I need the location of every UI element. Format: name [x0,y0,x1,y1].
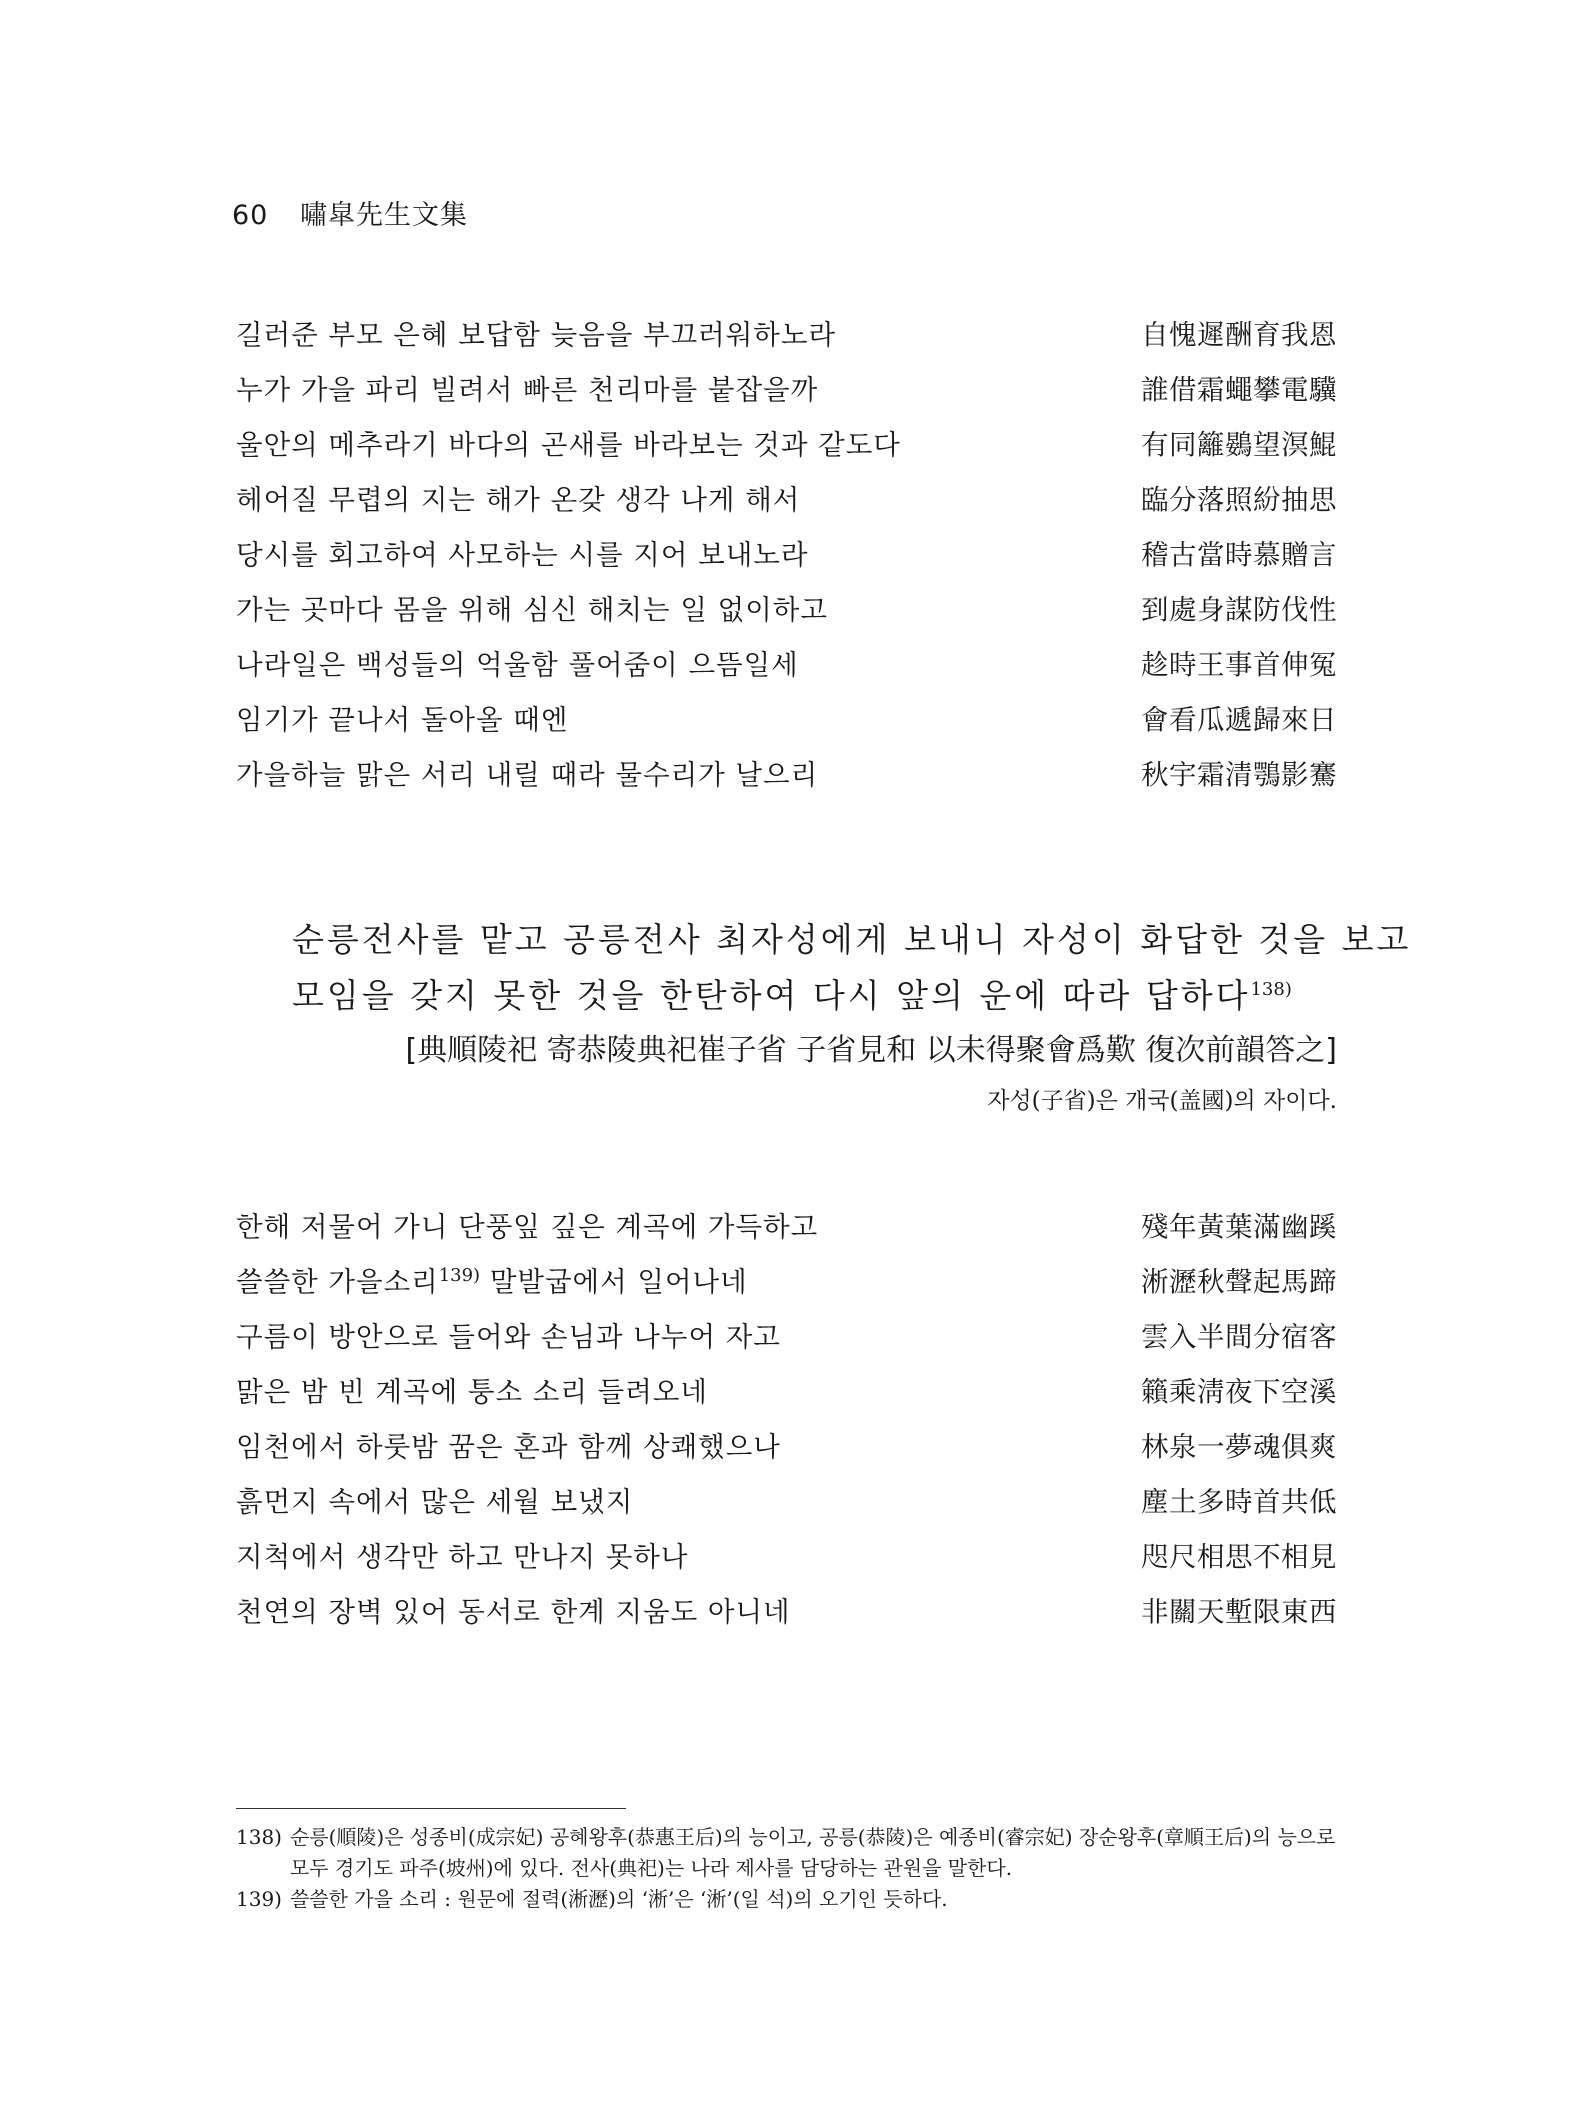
footnote [236,1822,1337,1884]
poem-line [236,418,1337,473]
footnote [236,1884,1337,1915]
chinese-verse: 自愧遲酬育我恩 [1141,319,1337,351]
chinese-verse: 塵土多時首共低 [1141,1486,1337,1518]
title-chinese: [典順陵祀 寄恭陵典祀崔子省 子省見和 以未得聚會爲歎 復次前韻答之] [405,1033,1337,1068]
korean-verse: 가는 곳마다 몸을 위해 심신 해치는 일 없이하고 [236,594,828,626]
poem-line [236,308,1337,363]
chinese-verse: 雲入半間分宿客 [1141,1321,1337,1353]
chinese-verse: 非關天塹限東西 [1141,1596,1337,1628]
chinese-verse: 殘年黃葉滿幽蹊 [1141,1211,1337,1243]
chinese-verse: 林泉一夢魂俱爽 [1141,1431,1337,1463]
footnote-number: 138) [236,1825,282,1849]
footnote-text: 쓸쓸한 가을 소리 : 원문에 절력(淅瀝)의 ‘淅’은 ‘淅’(일 석)의 오기인 듯하다. [289,1887,948,1911]
korean-verse: 헤어질 무렵의 지는 해가 온갖 생각 나게 해서 [236,484,801,516]
chinese-verse: 咫尺相思不相見 [1141,1541,1337,1573]
korean-verse: 당시를 회고하여 사모하는 시를 지어 보내노라 [236,539,809,571]
poem-title [292,912,1412,1124]
korean-verse: 구름이 방안으로 들어와 손님과 나누어 자고 [236,1321,781,1353]
korean-verse-text: 말발굽에서 일어나네 [480,1266,748,1298]
korean-verse: 흙먼지 속에서 많은 세월 보냈지 [236,1486,634,1518]
title-korean-line-1: 순릉전사를 맡고 공릉전사 최자성에게 보내니 자성이 화답한 것을 보고 [292,920,1412,959]
title-note: 자성(子省)은 개국(盖國)의 자이다. [987,1088,1337,1114]
korean-verse: 길러준 부모 은혜 보답함 늦음을 부끄러워하노라 [236,319,837,351]
poem-line [236,1530,1337,1585]
korean-verse [236,1255,748,1310]
title-korean-text: 모임을 갖지 못한 것을 한탄하여 다시 앞의 운에 따라 답하다 [292,976,1251,1015]
korean-verse: 임천에서 하룻밤 꿈은 혼과 함께 상쾌했으나 [236,1431,781,1463]
chinese-verse: 稽古當時慕贈言 [1141,539,1337,571]
page-number: 60 [232,200,269,231]
chinese-verse: 趁時王事首伸冤 [1141,649,1337,681]
footnote-ref[interactable]: 138) [1250,979,1292,1000]
chinese-verse: 會看瓜遞歸來日 [1141,704,1337,736]
korean-verse: 울안의 메추라기 바다의 곤새를 바라보는 것과 같도다 [236,429,901,461]
poem-line [236,1475,1337,1530]
poem-line [236,528,1337,583]
poem-line [236,1365,1337,1420]
chinese-verse: 到處身謀防伐性 [1141,594,1337,626]
footnote-ref[interactable]: 139) [438,1264,481,1286]
footnote-text: 순릉(順陵)은 성종비(成宗妃) 공혜왕후(恭惠王后)의 능이고, 공릉(恭陵)은 예종비(睿宗妃) 장순왕후(章順王后)의 능으로 모두 경기도 파주(坡州)에 있다. 전사(典祀)는 나라 제사를 담당하는 관원을 말한다. [289,1825,1336,1880]
chinese-verse: 有同籬鷃望溟鯤 [1141,429,1337,461]
poem-line [236,1255,1337,1310]
korean-verse: 나라일은 백성들의 억울함 풀어줌이 으뜸일세 [236,649,799,681]
book-title: 嘯皐先生文集 [299,200,468,231]
page-header [232,193,468,232]
poem-line [236,1310,1337,1365]
title-korean-line-2 [292,968,1337,1024]
poem-line [236,693,1337,748]
footnotes [236,1822,1337,1915]
chinese-verse: 臨分落照紛抽思 [1141,484,1337,516]
chinese-verse: 誰借霜蠅攀電驥 [1141,374,1337,406]
poem-line [236,1420,1337,1475]
korean-verse: 천연의 장벽 있어 동서로 한계 지움도 아니네 [236,1596,791,1628]
poem-line [236,473,1337,528]
korean-verse: 임기가 끝나서 돌아올 때엔 [236,704,569,736]
poem-line [236,1585,1337,1640]
poem-line [236,363,1337,418]
korean-verse: 가을하늘 맑은 서리 내릴 때라 물수리가 날으리 [236,759,819,791]
poem-line [236,583,1337,638]
chinese-verse: 籟乘淸夜下空溪 [1141,1376,1337,1408]
poem-line [236,638,1337,693]
footnote-divider [236,1808,626,1809]
chinese-verse: 秋宇霜清鶚影騫 [1141,759,1337,791]
poem-line [236,748,1337,803]
korean-verse: 누가 가을 파리 빌려서 빠른 천리마를 붙잡을까 [236,374,819,406]
poem-1 [236,308,1337,803]
poem-2 [236,1200,1337,1640]
footnote-number: 139) [236,1887,282,1911]
korean-verse: 한해 저물어 가니 단풍잎 깊은 계곡에 가득하고 [236,1211,819,1243]
korean-verse: 맑은 밤 빈 계곡에 퉁소 소리 들려오네 [236,1376,708,1408]
chinese-verse: 淅瀝秋聲起馬蹄 [1141,1266,1337,1298]
korean-verse-text: 쓸쓸한 가을소리 [236,1266,439,1298]
korean-verse: 지척에서 생각만 하고 만나지 못하나 [236,1541,689,1573]
poem-line [236,1200,1337,1255]
